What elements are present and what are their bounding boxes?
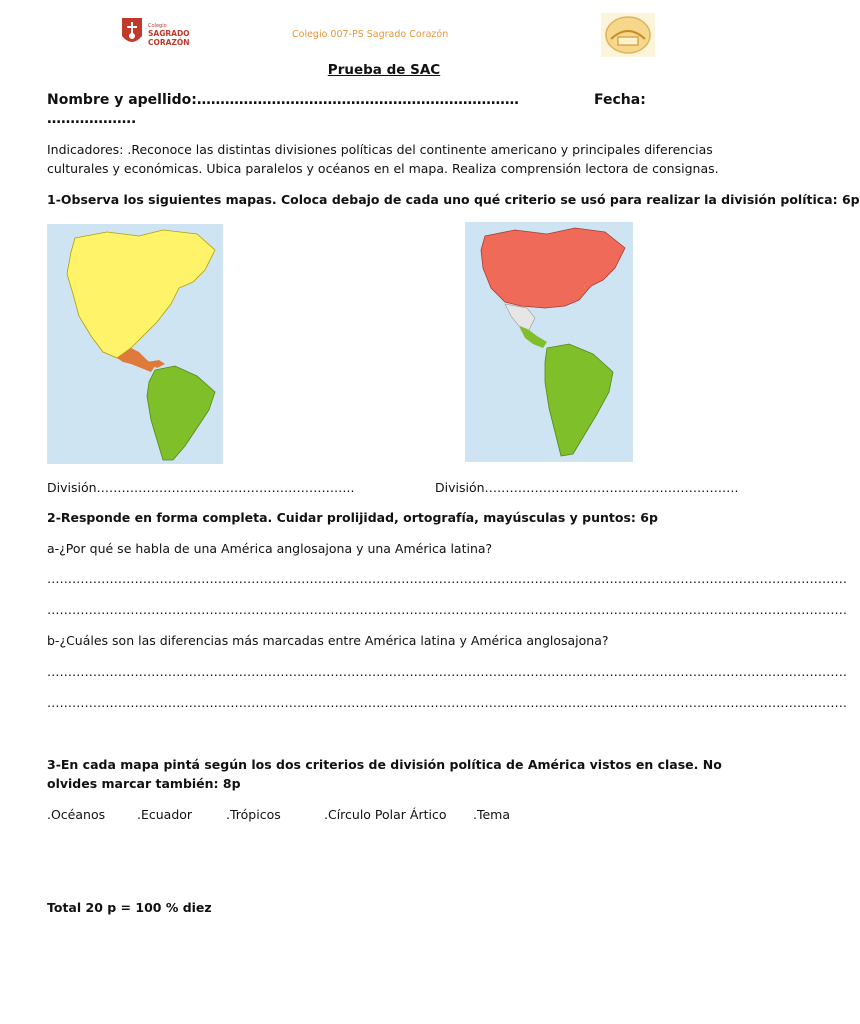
date-label: Fecha:	[594, 92, 646, 108]
institution-seal	[601, 13, 655, 57]
answer-line[interactable]: …………………………………………………………………………………………………………………………………………………………………………	[47, 695, 847, 710]
option-tema: .Tema	[473, 807, 511, 822]
logo-text-2: CORAZÓN	[148, 38, 190, 47]
division-answer-right[interactable]: División…………………………………………………….	[435, 480, 739, 495]
option-circulo-polar: .Círculo Polar Ártico	[324, 807, 447, 822]
answer-line[interactable]: …………………………………………………………………………………………………………………………………………………………………………	[47, 664, 847, 679]
logo-text-1: SAGRADO	[148, 29, 190, 38]
map-americas-right	[465, 222, 633, 462]
division-answer-left[interactable]: División……………………………………………………..	[47, 480, 355, 495]
total-score: Total 20 p = 100 % diez	[47, 900, 212, 915]
question-1: 1-Observa los siguientes mapas. Coloca debajo de cada uno qué criterio se usó para realizar la división política: 6p	[47, 192, 860, 207]
name-field[interactable]: Nombre y apellido:……………………………………………………………	[47, 92, 519, 108]
school-logo	[120, 14, 190, 52]
option-oceanos: .Océanos	[47, 807, 106, 822]
question-2b: b-¿Cuáles son las diferencias más marcadas entre América latina y América anglosajona?	[47, 633, 609, 648]
date-field[interactable]: ……………….	[47, 111, 137, 127]
question-3: 3-En cada mapa pintá según los dos criterios de división política de América vistos en clase. No olvides marcar también: 8p	[47, 757, 722, 791]
answer-line[interactable]: …………………………………………………………………………………………………………………………………………………………………………	[47, 571, 847, 586]
map-americas-left	[47, 224, 223, 464]
question-2a: a-¿Por qué se habla de una América anglosajona y una América latina?	[47, 541, 493, 556]
option-tropicos: .Trópicos	[226, 807, 281, 822]
indicators-text: Indicadores: .Reconoce las distintas divisiones políticas del continente americano y principales diferencias culturales y económicas. Ubica paralelos y océanos en el mapa. Realiza comprensión lectora de consignas.	[47, 142, 719, 176]
svg-text:Colegio: Colegio	[148, 23, 167, 29]
option-ecuador: .Ecuador	[137, 807, 193, 822]
school-name: Colegio 007-PS Sagrado Corazón	[292, 29, 449, 40]
page-title: Prueba de SAC	[327, 62, 441, 78]
question-2: 2-Responde en forma completa. Cuidar prolijidad, ortografía, mayúsculas y puntos: 6p	[47, 510, 658, 525]
answer-line[interactable]: …………………………………………………………………………………………………………………………………………………………………………	[47, 602, 847, 617]
